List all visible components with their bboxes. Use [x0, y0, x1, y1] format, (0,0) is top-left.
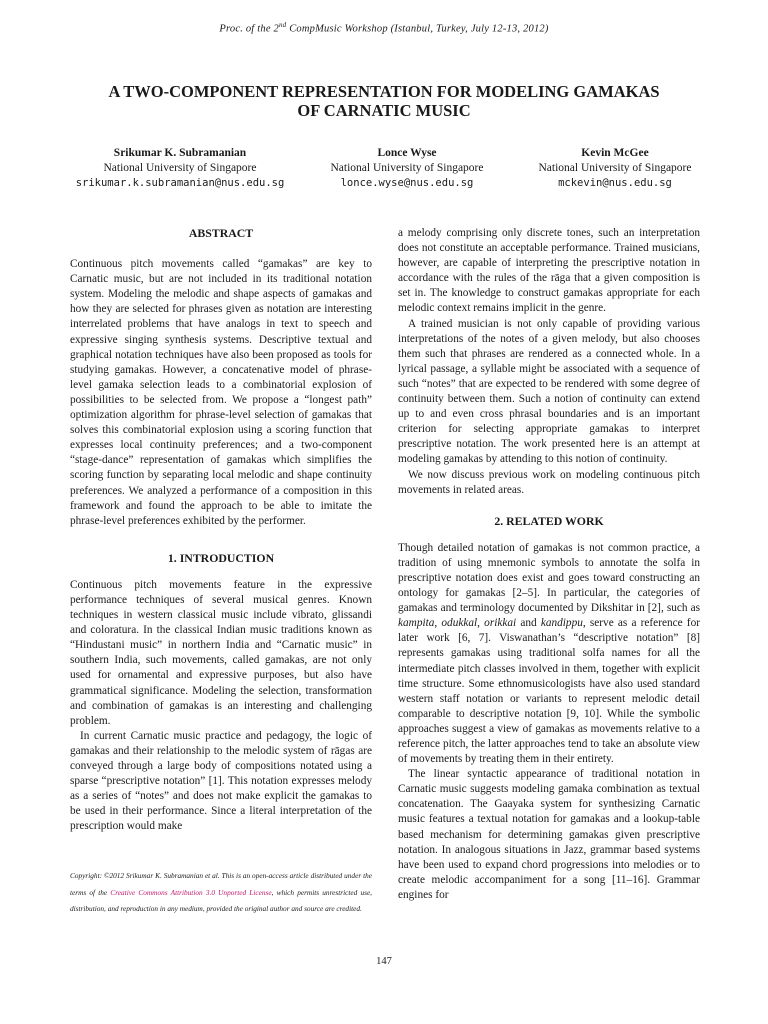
author-name: Srikumar K. Subramanian [113, 147, 247, 159]
abstract-heading: ABSTRACT [188, 226, 254, 240]
title-line-1: A TWO-COMPONENT REPRESENTATION FOR MODELING GAMAKAS [108, 82, 660, 101]
author-2 [307, 146, 507, 191]
right-column [398, 226, 700, 903]
intro-continued-paragraph: a melody comprising only discrete tones, such an interpretation does not constitute an acceptable performance. Trained musicians, however, are capable of interpreting the prescriptive notation in accordance with the rules of the rāga that a given composition is set in. The knowledge to construct gamakas appropriate for each melodic context remains implicit in the genre. [398, 227, 700, 315]
copyright-text: , which permits unrestricted use, distribution, and reproduction in any medium, provided the original author and source are credited. [70, 887, 373, 913]
author-name: Lonce Wyse [377, 147, 437, 159]
paper-title [40, 82, 728, 120]
intro-paragraph-2: In current Carnatic music practice and pedagogy, the logic of gamakas and their relationship to the melodic system of rāgas are conveyed through a large body of compositions notated using a sparse “prescriptive notation” [1]. This notation expresses melody as a series of “notes” and does not make explicit the gamakas to be used in their performance. Since a literal interpretation of the prescription would make [70, 729, 372, 833]
term-orikkai: orikkai [484, 617, 517, 630]
term-kandippu: kandippu [540, 617, 583, 630]
term-odukkal: odukkal [441, 617, 478, 630]
related-text: and [516, 617, 541, 630]
author-affiliation: National University of Singapore [330, 162, 484, 174]
author-name: Kevin McGee [581, 147, 649, 159]
related-paragraph-1 [398, 541, 700, 767]
author-email[interactable]: srikumar.k.subramanian@nus.edu.sg [75, 177, 285, 189]
header-suffix: CompMusic Workshop (Istanbul, Turkey, July 12-13, 2012) [286, 23, 549, 35]
header-prefix: Proc. of the 2 [219, 23, 279, 35]
running-header [0, 21, 768, 35]
related-text: Though detailed notation of gamakas is not common practice, a tradition of using mnemonic symbols to annotate the solfa in prescriptive notation does exist and goes toward constructing an ontology for gamakas [2–5]. In particular, the categories of gamakas and terminology documented by Dikshitar in [2], such as [398, 541, 700, 615]
author-email[interactable]: lonce.wyse@nus.edu.sg [340, 177, 474, 189]
left-column [70, 226, 372, 834]
author-affiliation: National University of Singapore [538, 162, 692, 174]
author-3 [515, 146, 715, 191]
title-line-2: OF CARNATIC MUSIC [297, 101, 471, 120]
author-1 [60, 146, 300, 191]
related-text: , serve as a reference for later work [6, 7]. Viswanathan’s “descriptive notation” [8] represents gamakas using traditional solfa names for all the intermediate pitch classes involved in them, together with explicit time structure. Some ethnomusicologists have also used standard western staff notation or variants to represent melodic detail comparable to descriptive notation [9, 10]. While the symbolic approaches suggest a view of gamakas as movements relative to a reference pitch, the latter approaches tend to take an absolute view of movements by treating them in their entirety. [398, 617, 700, 766]
term-kampita: kampita [398, 617, 435, 630]
related-text: , [477, 617, 485, 630]
related-paragraph-2: The linear syntactic appearance of traditional notation in Carnatic music suggests modeling gamaka combination as textual concatenation. The Gaayaka system for synthesizing Carnatic music features a textual notation for gamakas and a lookup-table based mechanism for determining gamakas given prescriptive notation. In analogous situations in Jazz, grammar based systems have been used to expand chord progressions into melodies or to create melodic accompaniment for a song [11–16]. Grammar engines for [398, 768, 700, 901]
intro-heading: 1. INTRODUCTION [167, 550, 275, 565]
license-link[interactable]: Creative Commons Attribution 3.0 Unported License [110, 887, 272, 897]
intro-paragraph-1: Continuous pitch movements feature in the expressive performance techniques of several musical genres. Known techniques in western classical music include vibrato, glissandi and coloratura. In the classical Indian music traditions known as “Hindustani music” in northern India and “Carnatic music” in southern India, such movements, called gamakas, are not only used for ornamental and expressive purposes, but also have grammatical significance. Modeling the selection, transformation and combination of gamakas is an interesting and challenging problem. [70, 578, 372, 727]
intro-paragraph-3: A trained musician is not only capable of providing various interpretations of the notes of a given melody, but also chooses them such that phrases are rendered as a connected whole. In a lyrical passage, a syllable might be associated with a sequence of such “notes” that are expected to be rendered with some degree of continuity between them. Such a notion of continuity can extend up to and even cross phrasal boundaries and is an important criterion for selecting appropriate gamakas to interpret prescriptive notation. The work presented here is an attempt at modeling gamakas by attending to this notion of continuity. [398, 317, 700, 466]
intro-paragraph-4: We now discuss previous work on modeling continuous pitch movements in related areas. [398, 468, 700, 496]
author-affiliation: National University of Singapore [103, 162, 257, 174]
related-work-heading: 2. RELATED WORK [494, 513, 604, 528]
related-text: , [434, 617, 442, 630]
page-number: 147 [376, 956, 392, 967]
copyright-notice [70, 868, 372, 918]
abstract-text: Continuous pitch movements called “gamakas” are key to Carnatic music, but are not included in its traditional notation system. Modeling the melodic and shape aspects of gamakas and how they are selected for phrases given as notation are interesting interrelated problems that have analogs in text to speech and expressive singing synthesis systems. Descriptive textual and graphical notation techniques have also been proposed as tools for studying gamakas. However, a concatenative model of phrase-level gamaka selection leads to a combinatorial explosion of possibilities to be selected from. We propose a “longest path” optimization algorithm for phrase-level selection of gamakas that solves this combinatorial explosion using a scoring function that expresses local continuity preferences; and a two-component “stage-dance” representation of gamakas which simplifies the scoring function by separating local melodic and shape continuity preferences. We analyzed a performance of a composition in this framework and found the approach to be able to imitate the phrase-level preferences exhibited by the performer. [70, 258, 372, 527]
header-superscript: nd [278, 21, 287, 29]
author-email[interactable]: mckevin@nus.edu.sg [558, 177, 672, 189]
copyright-text: Copyright: ©2012 Srikumar K. Subramanian et al. This is an open-access article distributed under the terms of the [70, 871, 372, 897]
